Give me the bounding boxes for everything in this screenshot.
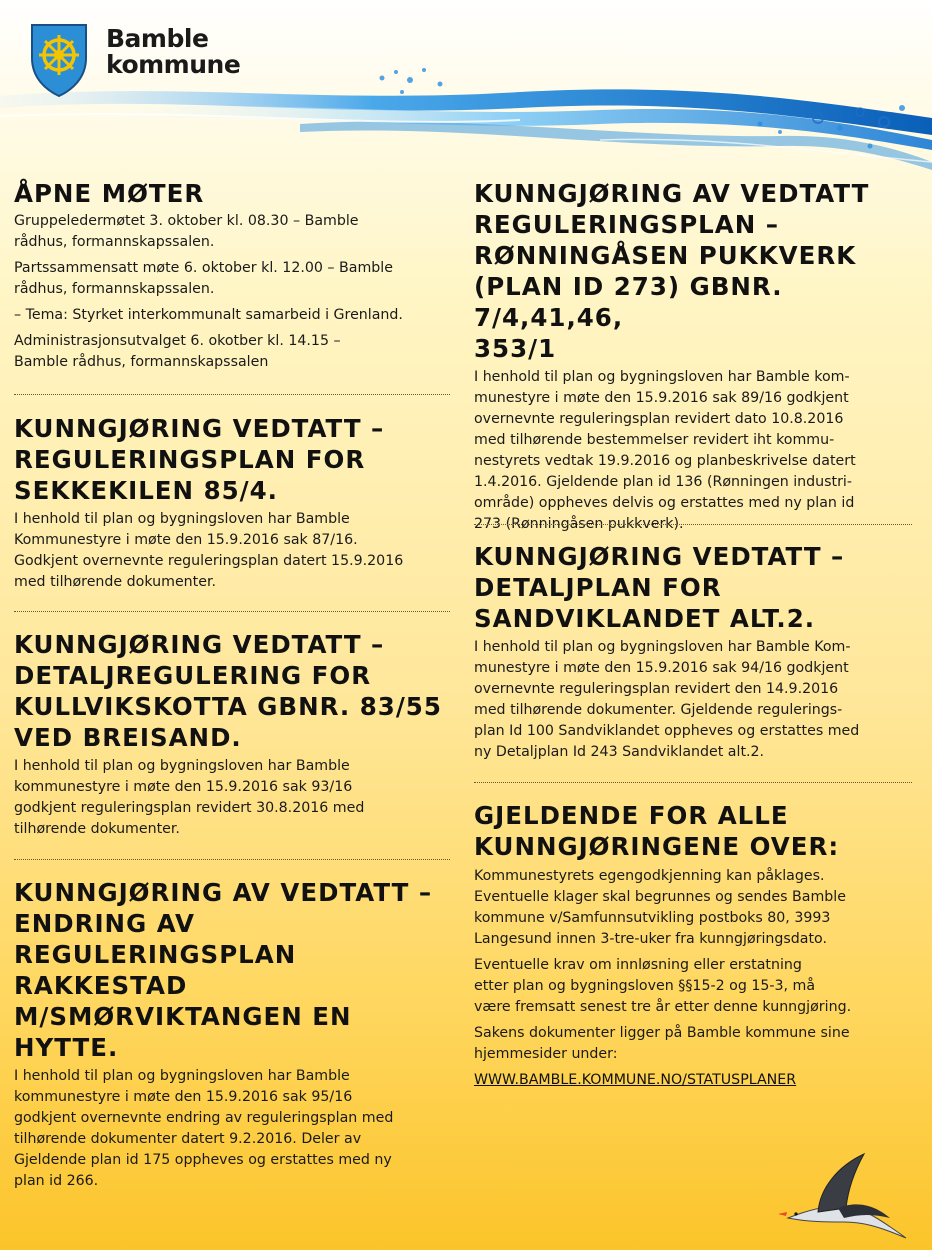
title-line: DETALJPLAN FOR xyxy=(474,573,722,602)
text-line: Eventuelle krav om innløsning eller erstatning xyxy=(474,957,802,973)
text-line: godkjent reguleringsplan revidert 30.8.2016 med xyxy=(14,800,365,816)
text-line: Kommunestyre i møte den 15.9.2016 sak 87/16. xyxy=(14,532,358,548)
section-divider xyxy=(14,611,450,612)
meeting-theme xyxy=(14,305,450,326)
text-line: I henhold til plan og bygningsloven har Bamble xyxy=(14,511,350,527)
text-line: Kommunestyrets egengodkjenning kan påklages. xyxy=(474,868,825,884)
text-line: I henhold til plan og bygningsloven har Bamble kom- xyxy=(474,369,850,385)
link-row xyxy=(474,1070,912,1091)
text-line: Partssammensatt møte 6. oktober kl. 12.00 – Bamble xyxy=(14,260,393,276)
text-line: etter plan og bygningsloven §§15-2 og 15-3, må xyxy=(474,978,816,994)
text-line: Sakens dokumenter ligger på Bamble kommune sine xyxy=(474,1025,850,1041)
compensation-paragraph xyxy=(474,955,912,1018)
section-sekkekilen xyxy=(14,413,450,593)
text-line: kommunestyre i møte den 15.9.2016 sak 95/16 xyxy=(14,1089,353,1105)
section-title xyxy=(14,877,450,1063)
section-body xyxy=(474,637,912,763)
text-line: med tilhørende dokumenter. xyxy=(14,574,216,590)
section-title xyxy=(474,178,912,364)
text-line: I henhold til plan og bygningsloven har Bamble xyxy=(14,1068,350,1084)
section-divider xyxy=(474,524,912,525)
title-line: REGULERINGSPLAN – xyxy=(474,210,780,239)
text-line: I henhold til plan og bygningsloven har Bamble Kom- xyxy=(474,639,851,655)
title-line: KUNNGJØRING AV VEDTATT – xyxy=(14,878,433,907)
section-sandviklandet xyxy=(474,541,912,763)
section-kullvikskotta xyxy=(14,629,450,840)
page-header xyxy=(0,0,932,180)
title-line: SANDVIKLANDET ALT.2. xyxy=(474,604,816,633)
title-line: RØNNINGÅSEN PUKKVERK xyxy=(474,241,857,270)
title-line: KUNNGJØRING VEDTATT – xyxy=(14,414,385,443)
title-line: ENDRING AV REGULERINGSPLAN xyxy=(14,909,297,969)
text-line: nestyrets vedtak 19.9.2016 og planbeskrivelse datert xyxy=(474,453,856,469)
text-line: rådhus, formannskapssalen. xyxy=(14,281,215,297)
section-gjeldende xyxy=(474,800,912,1091)
section-divider xyxy=(474,782,912,783)
bamble-shield-logo xyxy=(28,22,90,98)
complaint-paragraph xyxy=(474,866,912,950)
title-line: VED BREISAND. xyxy=(14,723,242,752)
text-line: tilhørende dokumenter datert 9.2.2016. Deler av xyxy=(14,1131,362,1147)
title-line: 353/1 xyxy=(474,334,557,363)
text-line: overnevnte reguleringsplan revidert den 14.9.2016 xyxy=(474,681,839,697)
text-line: 1.4.2016. Gjeldende plan id 136 (Rønningen industri- xyxy=(474,474,852,490)
section-divider xyxy=(14,394,450,395)
brand-line-2: kommune xyxy=(106,50,241,79)
text-line: munestyre i møte den 15.9.2016 sak 89/16 godkjent xyxy=(474,390,849,406)
text-line: Administrasjonsutvalget 6. okotber kl. 14.15 – xyxy=(14,333,341,349)
title-line: M/SMØRVIKTANGEN EN HYTTE. xyxy=(14,1002,352,1062)
section-title xyxy=(14,629,450,753)
text-line: I henhold til plan og bygningsloven har Bamble xyxy=(14,758,350,774)
text-line: Gruppeledermøtet 3. oktober kl. 08.30 – Bamble xyxy=(14,213,359,229)
text-line: Godkjent overnevnte reguleringsplan datert 15.9.2016 xyxy=(14,553,404,569)
section-body xyxy=(14,756,450,840)
text-line: godkjent overnevnte endring av reguleringsplan med xyxy=(14,1110,394,1126)
text-line: Bamble rådhus, formannskapssalen xyxy=(14,354,269,370)
text-line: kommunestyre i møte den 15.9.2016 sak 93/16 xyxy=(14,779,353,795)
title-line: REGULERINGSPLAN FOR xyxy=(14,445,366,474)
text-line: kommune v/Samfunnsutvikling postboks 80, 3993 xyxy=(474,910,831,926)
title-line: KULLVIKSKOTTA GBNR. 83/55 xyxy=(14,692,442,721)
text-line: hjemmesider under: xyxy=(474,1046,618,1062)
text-line: 273 (Rønningåsen pukkverk). xyxy=(474,516,684,532)
title-line: DETALJREGULERING FOR xyxy=(14,661,372,690)
tern-bird-illustration xyxy=(778,1148,908,1242)
section-ronningasen xyxy=(474,178,912,535)
section-body xyxy=(474,367,912,535)
title-line: RAKKESTAD xyxy=(14,971,188,1000)
text-line: Langesund innen 3-tre-uker fra kunngjøringsdato. xyxy=(474,931,828,947)
section-body xyxy=(14,509,450,593)
text-line: plan id 266. xyxy=(14,1173,99,1189)
section-title: ÅPNE MØTER xyxy=(14,179,205,208)
documents-paragraph xyxy=(474,1023,912,1065)
text-line: ny Detaljplan Id 243 Sandviklandet alt.2. xyxy=(474,744,765,760)
text-line: munestyre i møte den 15.9.2016 sak 94/16 godkjent xyxy=(474,660,849,676)
section-title xyxy=(474,800,912,862)
section-rakkestad xyxy=(14,877,450,1192)
brand-wordmark xyxy=(106,26,240,78)
text-line: område) oppheves delvis og erstattes med ny plan id xyxy=(474,495,855,511)
section-title xyxy=(14,413,450,506)
brand-line-1: Bamble xyxy=(106,24,209,53)
meeting-3 xyxy=(14,331,450,373)
text-line: Gjeldende plan id 175 oppheves og erstattes med ny xyxy=(14,1152,392,1168)
title-line: KUNNGJØRING VEDTATT – xyxy=(14,630,385,659)
statusplaner-link[interactable]: WWW.BAMBLE.KOMMUNE.NO/STATUSPLANER xyxy=(474,1072,797,1088)
title-line: GJELDENDE FOR ALLE xyxy=(474,801,789,830)
text-line: – Tema: Styrket interkommunalt samarbeid i Grenland. xyxy=(14,307,403,323)
meeting-1 xyxy=(14,211,450,253)
section-title xyxy=(474,541,912,634)
text-line: med tilhørende bestemmelser revidert iht kommu- xyxy=(474,432,835,448)
text-line: overnevnte reguleringsplan revidert dato 10.8.2016 xyxy=(474,411,844,427)
text-line: Eventuelle klager skal begrunnes og sendes Bamble xyxy=(474,889,846,905)
title-line: KUNNGJØRING VEDTATT – xyxy=(474,542,845,571)
text-line: plan Id 100 Sandviklandet oppheves og erstattes med xyxy=(474,723,860,739)
title-line: SEKKEKILEN 85/4. xyxy=(14,476,278,505)
text-line: tilhørende dokumenter. xyxy=(14,821,180,837)
text-line: med tilhørende dokumenter. Gjeldende regulerings- xyxy=(474,702,843,718)
title-line: (PLAN ID 273) GBNR. 7/4,41,46, xyxy=(474,272,783,332)
section-divider xyxy=(14,859,450,860)
meeting-2 xyxy=(14,258,450,300)
title-line: KUNNGJØRINGENE OVER: xyxy=(474,832,840,861)
title-line: KUNNGJØRING AV VEDTATT xyxy=(474,179,870,208)
section-apne-moter xyxy=(14,178,450,373)
text-line: rådhus, formannskapssalen. xyxy=(14,234,215,250)
text-line: være fremsatt senest tre år etter denne kunngjøring. xyxy=(474,999,852,1015)
section-body xyxy=(14,1066,450,1192)
